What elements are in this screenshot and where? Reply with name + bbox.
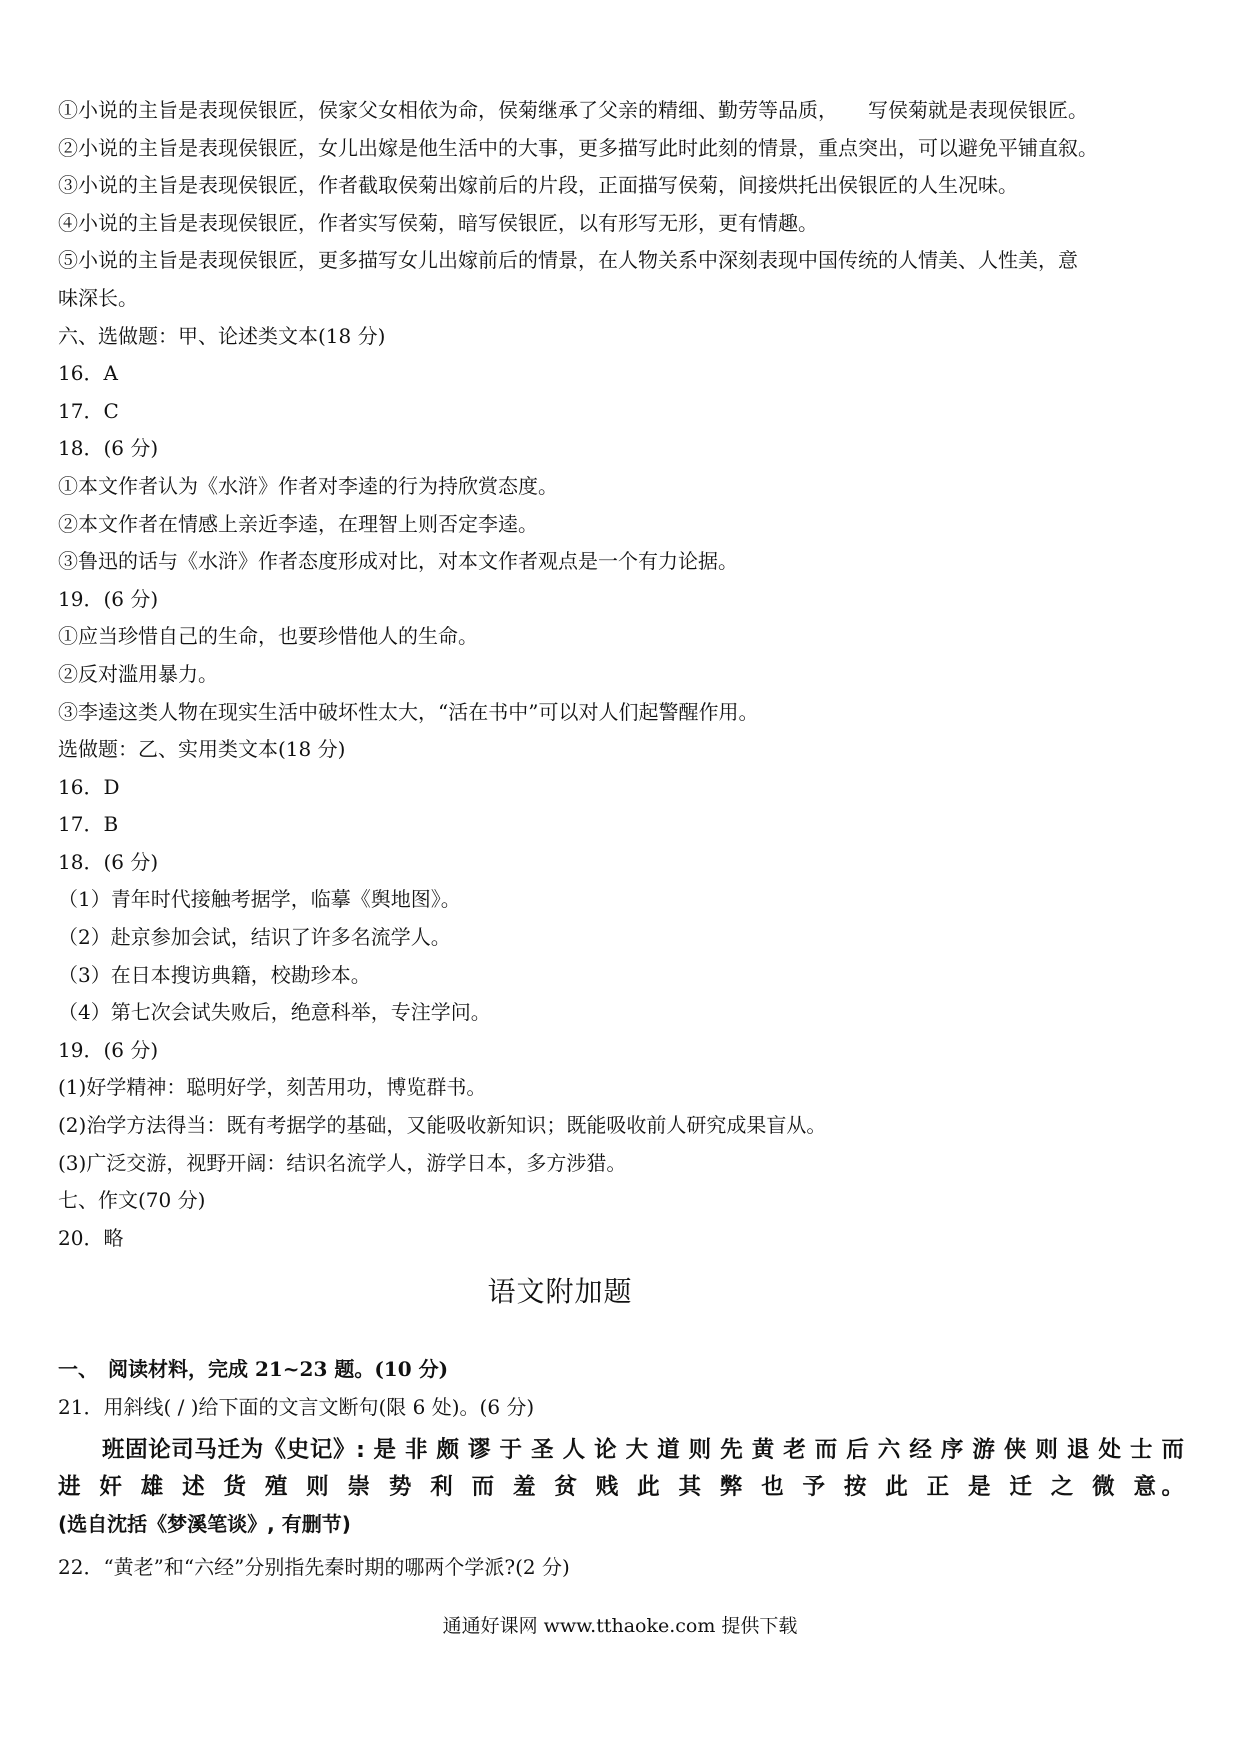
page-footer: 通通好课网 www.tthaoke.com 提供下载 — [442, 1615, 798, 1637]
section-heading: 七、作文(70 分) — [58, 1188, 206, 1213]
answer-line: 16．A — [58, 361, 118, 386]
answer-line: (1)好学精神：聪明好学，刻苦用功，博览群书。 — [58, 1075, 487, 1100]
answer-line: ②小说的主旨是表现侯银匠，女儿出嫁是他生活中的大事，更多描写此时此刻的情景，重点突出，可以避免平铺直叙。 — [58, 135, 1098, 160]
answer-content — [58, 92, 1188, 1257]
answer-line: ④小说的主旨是表现侯银匠，作者实写侯菊，暗写侯银匠，以有形写无形，更有情趣。 — [58, 210, 818, 235]
answer-line: ①本文作者认为《水浒》作者对李逵的行为持欣赏态度。 — [58, 473, 558, 498]
passage-source: (选自沈括《梦溪笔谈》, 有删节) — [58, 1512, 351, 1536]
answer-line: 19．(6 分) — [58, 1037, 159, 1062]
question-21: 21．用斜线( / )给下面的文言文断句(限 6 处)。(6 分) — [58, 1394, 535, 1419]
answer-line: (3)广泛交游，视野开阔：结识名流学人，游学日本，多方涉猎。 — [58, 1150, 627, 1175]
answer-line: 17．B — [58, 812, 119, 837]
answer-line: ②本文作者在情感上亲近李逵，在理智上则否定李逵。 — [58, 511, 538, 536]
answer-line: ③小说的主旨是表现侯银匠，作者截取侯菊出嫁前后的片段，正面描写侯菊，间接烘托出侯银匠的人生况味。 — [58, 173, 1018, 198]
passage-line: 班固论司马迁为《史记》: 是 非 颇 谬 于 圣 人 论 大 道 则 先 黄 老 而 后 六 经 序 游 侠 则 退 处 士 而 — [102, 1437, 1184, 1463]
answer-line: ⑤小说的主旨是表现侯银匠，更多描写女儿出嫁前后的情景，在人物关系中深刻表现中国传统的人情美、人性美，意 — [58, 248, 1078, 273]
answer-line: ①小说的主旨是表现侯银匠，侯家父女相依为命，侯菊继承了父亲的精细、勤劳等品质， 写侯菊就是表现侯银匠。 — [58, 98, 1088, 122]
answer-line: ②反对滥用暴力。 — [58, 661, 218, 686]
answer-line: ③鲁迅的话与《水浒》作者态度形成对比，对本文作者观点是一个有力论据。 — [58, 549, 738, 574]
appendix-section-heading: 一、 阅读材料，完成 21~23 题。(10 分) — [58, 1357, 449, 1381]
section-heading: 选做题：乙、实用类文本(18 分) — [58, 737, 346, 762]
question-22: 22．“黄老”和“六经”分别指先秦时期的哪两个学派?(2 分) — [58, 1555, 570, 1579]
answer-line: (2)治学方法得当：既有考据学的基础，又能吸收新知识；既能吸收前人研究成果盲从。 — [58, 1113, 827, 1138]
answer-line: 味深长。 — [58, 285, 138, 310]
answer-line: 18．(6 分) — [58, 849, 159, 874]
appendix-questions — [58, 1351, 1188, 1426]
answer-line: （2）赴京参加会试，结识了许多名流学人。 — [58, 925, 451, 950]
appendix-title: 语文附加题 — [487, 1275, 633, 1308]
answer-line: 20．略 — [58, 1225, 124, 1250]
answer-line: 19．(6 分) — [58, 586, 159, 611]
section-heading: 六、选做题：甲、论述类文本(18 分) — [58, 323, 386, 348]
passage-line: 进 奸 雄 述 货 殖 则 崇 势 利 而 羞 贫 贱 此 其 弊 也 予 按 此 正 是 迁 之 微 意。 — [58, 1474, 1184, 1500]
answer-line: ③李逵这类人物在现实生活中破坏性太大，“活在书中”可以对人们起警醒作用。 — [58, 699, 759, 724]
answer-line: 16．D — [58, 774, 120, 799]
answer-line: 18．(6 分) — [58, 436, 159, 461]
classical-passage — [58, 1432, 1184, 1543]
answer-line: （3）在日本搜访典籍，校勘珍本。 — [58, 962, 371, 987]
answer-line: 17．C — [58, 398, 119, 423]
answer-line: （1）青年时代接触考据学，临摹《舆地图》。 — [58, 887, 461, 912]
appendix-tail — [58, 1549, 1188, 1587]
answer-line: ①应当珍惜自己的生命，也要珍惜他人的生命。 — [58, 624, 478, 649]
answer-line: （4）第七次会试失败后，绝意科举，专注学问。 — [58, 1000, 491, 1025]
